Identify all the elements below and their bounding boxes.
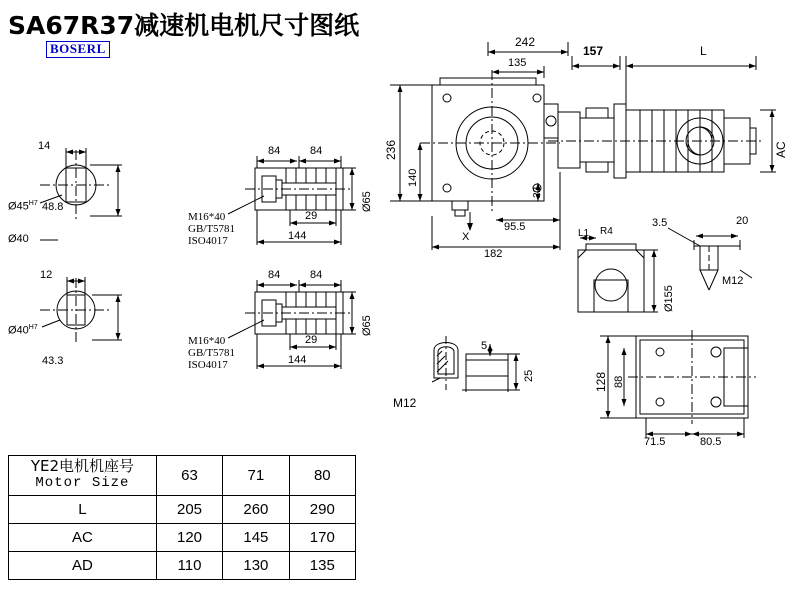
label-key-width-bottom: 12 <box>40 269 53 281</box>
table-cell-AD-63: 110 <box>156 552 222 580</box>
label-L1: L1 <box>578 228 590 239</box>
label-bolt-bottom: M16*40 <box>188 335 226 347</box>
label-bore-top: $Ø45^{H7}$ <box>8 200 38 213</box>
table-cell-AC-80: 170 <box>289 524 355 552</box>
table-row <box>9 552 356 580</box>
label-dia155: Ø155 <box>663 285 675 312</box>
page-title: SA67R37减速机电机尺寸图纸 <box>8 11 360 40</box>
label-X: X <box>462 231 470 243</box>
label-135: 135 <box>508 57 527 69</box>
label-84-b-bottom: 84 <box>310 269 323 281</box>
label-M12-cap: M12 <box>393 396 417 410</box>
table-header-value-1: 71 <box>223 456 289 496</box>
table-row-label-L: L <box>9 496 157 524</box>
label-od65-top: Ø65 <box>361 191 373 212</box>
label-height-488: 48.8 <box>42 201 64 213</box>
label-955: 95.5 <box>504 221 526 233</box>
label-20: 20 <box>736 215 749 227</box>
label-84-b-top: 84 <box>310 145 323 157</box>
label-AC: AC <box>774 141 788 158</box>
label-M12-side: M12 <box>722 275 744 287</box>
table-cell-AC-63: 120 <box>156 524 222 552</box>
label-L: L <box>700 44 707 58</box>
label-84-a-bottom: 84 <box>268 269 281 281</box>
label-height-433: 43.3 <box>42 355 64 367</box>
label-88: 88 <box>613 375 625 388</box>
label-R4: R4 <box>600 226 613 237</box>
table-row <box>9 524 356 552</box>
label-715: 71.5 <box>644 436 666 448</box>
label-std1-top: GB/T5781 <box>188 223 236 235</box>
table-row <box>9 496 356 524</box>
table-row-label-AC: AC <box>9 524 157 552</box>
table-row-label-AD: AD <box>9 552 157 580</box>
table-header-value-0: 63 <box>156 456 222 496</box>
table-header-label-en: Motor Size <box>35 475 130 491</box>
label-35: 3.5 <box>652 217 668 229</box>
label-84-a-top: 84 <box>268 145 281 157</box>
label-140: 140 <box>407 168 419 187</box>
label-157: 157 <box>583 44 604 58</box>
table-header-label-cn: YE2电机机座号 <box>30 457 134 475</box>
table-cell-L-63: 205 <box>156 496 222 524</box>
table-cell-L-71: 260 <box>223 496 289 524</box>
label-29-bottom: 29 <box>305 334 318 346</box>
label-236: 236 <box>384 139 398 160</box>
motor-size-table <box>8 455 356 580</box>
table-cell-AD-80: 135 <box>289 552 355 580</box>
label-128: 128 <box>594 371 608 392</box>
label-144-top: 144 <box>288 230 307 242</box>
label-std1-bottom: GB/T5781 <box>188 347 236 359</box>
table-row <box>9 456 356 496</box>
label-144-bottom: 144 <box>288 354 307 366</box>
label-25: 25 <box>523 369 535 382</box>
table-header-label <box>9 456 157 496</box>
table-header-value-2: 80 <box>289 456 355 496</box>
label-22: 22 <box>532 186 543 198</box>
label-29-top: 29 <box>305 210 318 222</box>
brand-logo: BOSERL <box>46 41 110 58</box>
label-5: 5 <box>481 340 488 352</box>
label-diameter-40: Ø40 <box>8 233 29 245</box>
label-key-width-top: 14 <box>38 140 51 152</box>
label-bore-bottom: $Ø40^{H7}$ <box>8 324 38 337</box>
label-242: 242 <box>515 35 536 49</box>
table-cell-AC-71: 145 <box>223 524 289 552</box>
table-cell-AD-71: 130 <box>223 552 289 580</box>
label-bolt-top: M16*40 <box>188 211 226 223</box>
label-182: 182 <box>484 248 503 260</box>
label-805: 80.5 <box>700 436 722 448</box>
label-std2-top: ISO4017 <box>188 235 228 247</box>
label-od65-bottom: Ø65 <box>361 315 373 336</box>
label-std2-bottom: ISO4017 <box>188 359 228 371</box>
table-cell-L-80: 290 <box>289 496 355 524</box>
